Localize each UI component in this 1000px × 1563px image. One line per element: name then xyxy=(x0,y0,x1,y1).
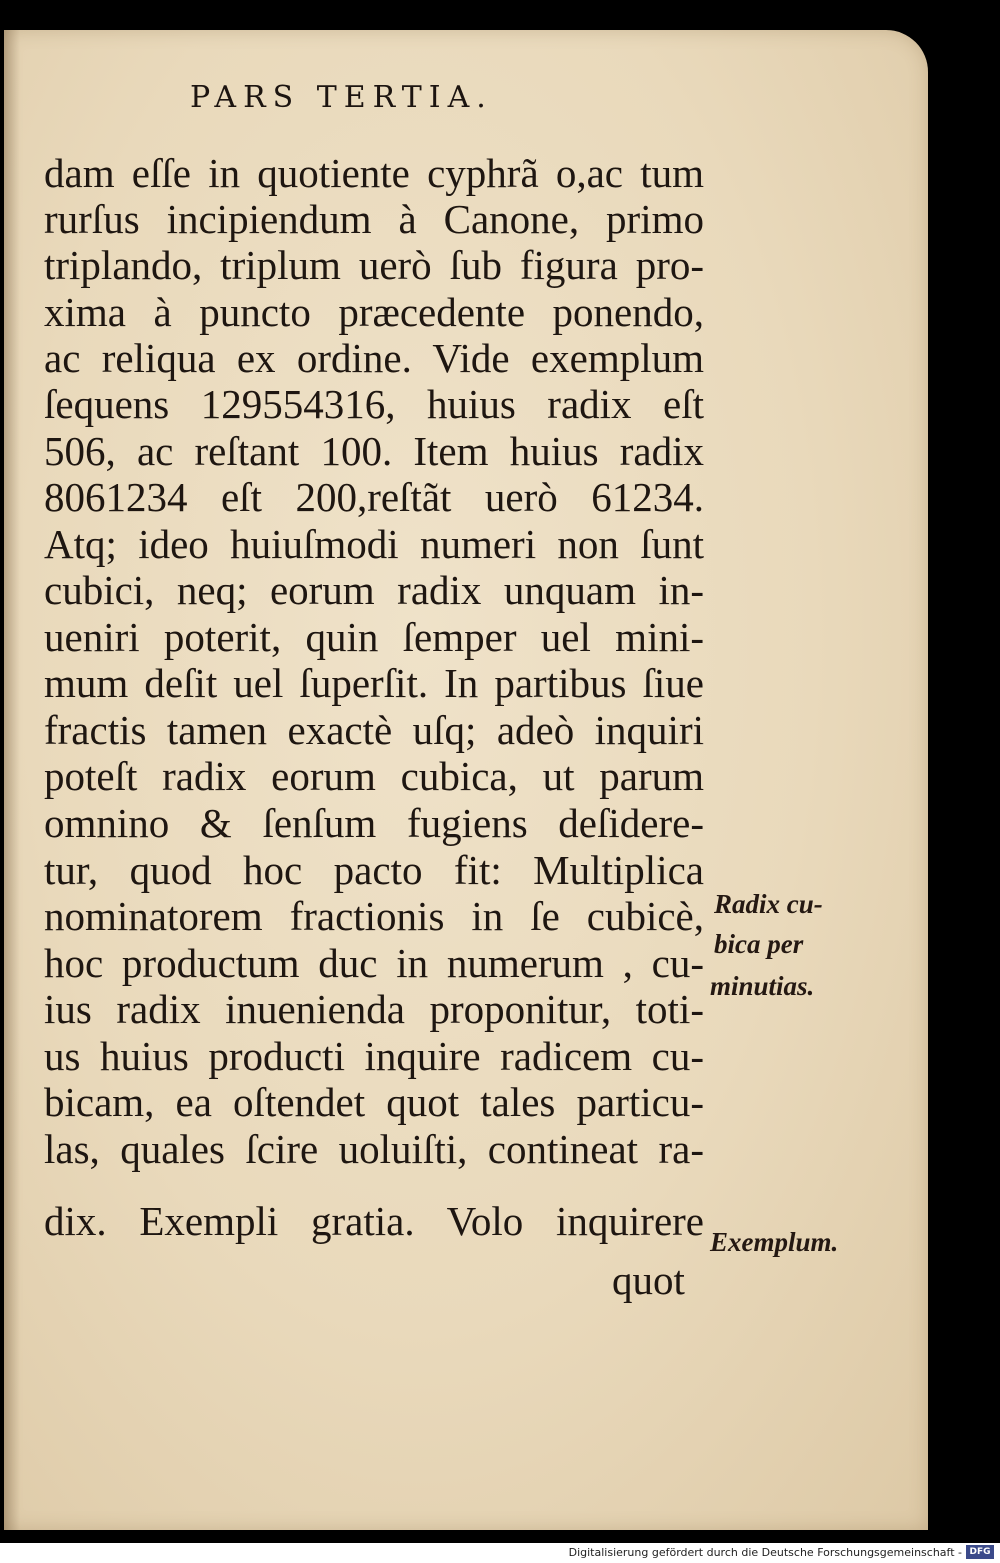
text-line: tur, quod hoc pacto fit: Multiplica xyxy=(44,847,704,893)
text-line: poteſt radix eorum cubica, ut parum xyxy=(44,753,704,799)
text-line: las, quales ſcire uoluiſti, contineat ra- xyxy=(44,1126,704,1172)
text-line: bicam, ea oſtendet quot tales particu- xyxy=(44,1079,704,1125)
running-head: PARS TERTIA. xyxy=(190,80,493,115)
text-line: rurſus incipiendum à Canone, primo xyxy=(44,196,704,242)
text-line: cubici, neq; eorum radix unquam in- xyxy=(44,567,704,613)
text-line: omnino & ſenſum fugiens deſidere- xyxy=(44,800,704,846)
margin-note-exemplum: Exemplum. xyxy=(710,1227,839,1257)
text-line: ius radix inuenienda proponitur, toti- xyxy=(44,986,704,1032)
text-line: triplando, triplum uerò ſub figura pro- xyxy=(44,242,704,288)
dfg-logo: DFG xyxy=(966,1545,994,1559)
margin-note-radix-line-1: Radix cu- xyxy=(714,889,823,919)
text-line: Atq; ideo huiuſmodi numeri non ſunt xyxy=(44,521,704,567)
text-line: hoc productum duc in numerum , cu- xyxy=(44,940,704,986)
margin-note-radix-line-3: minutias. xyxy=(710,971,815,1001)
margin-note-radix-line-2: bica per xyxy=(714,929,804,959)
text-line: ac reliqua ex ordine. Vide exemplum xyxy=(44,335,704,381)
catchword: quot xyxy=(612,1257,685,1303)
text-line: xima à puncto præcedente ponendo, xyxy=(44,289,704,335)
text-line: ueniri poterit, quin ſemper uel mini- xyxy=(44,614,704,660)
page-gutter-shadow xyxy=(4,30,20,1530)
digitization-credit: Digitalisierung gefördert durch die Deutsche Forschungsgemeinschaft - xyxy=(568,1546,962,1559)
text-line: 8061234 eſt 200,reſtãt uerò 61234. xyxy=(44,474,704,520)
text-line: nominatorem fractionis in ſe cubicè, xyxy=(44,893,704,939)
text-line: dam eſſe in quotiente cyphrã o,ac tum xyxy=(44,150,704,196)
text-line: ſequens 129554316, huius radix eſt xyxy=(44,381,704,427)
text-line: fractis tamen exactè uſq; adeò inquiri xyxy=(44,707,704,753)
text-line: mum deſit uel ſuperſit. In partibus ſiue xyxy=(44,660,704,706)
text-line: dix. Exempli gratia. Volo inquirere xyxy=(44,1198,704,1244)
text-line: us huius producti inquire radicem cu- xyxy=(44,1033,704,1079)
text-line: 506, ac reſtant 100. Item huius radix xyxy=(44,428,704,474)
